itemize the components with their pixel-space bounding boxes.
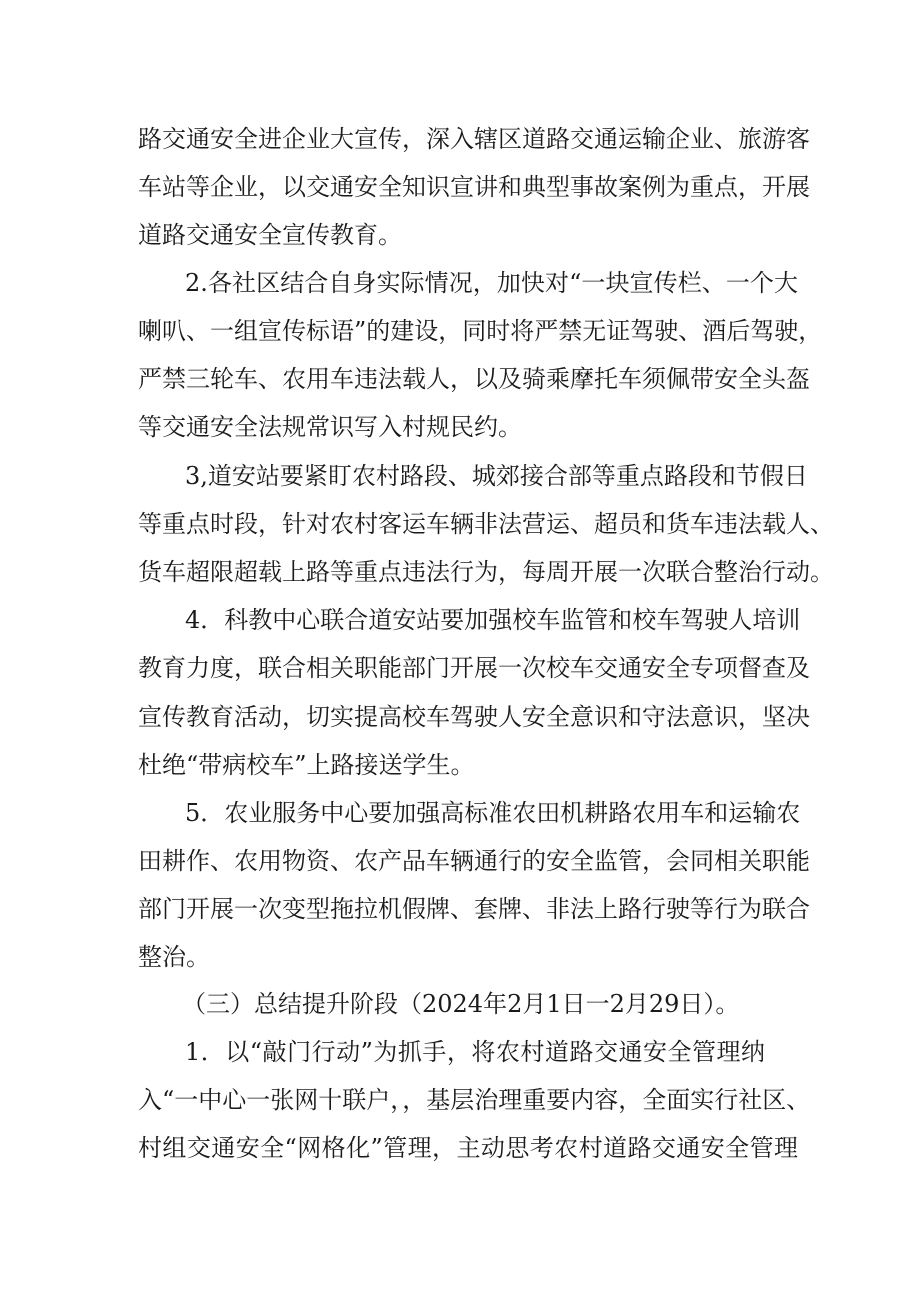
paragraph-first-line: 3,道安站要紧盯农村路段、城郊接合部等重点路段和节假日 xyxy=(185,462,808,490)
paragraph-first-line: 1．以“敲门行动”为抓手，将农村道路交通安全管理纳 xyxy=(185,1038,765,1066)
text-line: 严禁三轮车、农用车违法载人，以及骑乘摩托车须佩带安全头盔 xyxy=(138,365,810,393)
text-line: 等重点时段，针对农村客运车辆非法营运、超员和货车违法载人、 xyxy=(138,510,834,538)
text-line: 等交通安全法规常识写入村规民约。 xyxy=(138,413,522,441)
text-line: 村组交通安全“网格化”管理，主动思考农村道路交通安全管理 xyxy=(138,1134,798,1162)
text-line: 部门开展一次变型拖拉机假牌、套牌、非法上路行驶等行为联合 xyxy=(138,895,810,923)
text-line: 喇叭、一组宣传标语”的建设，同时将严禁无证驾驶、酒后驾驶， xyxy=(138,317,823,345)
paragraph-first-line: 4．科教中心联合道安站要加强校车监管和校车驾驶人培训 xyxy=(185,606,801,634)
text-line: 货车超限超载上路等重点违法行为，每周开展一次联合整治行动。 xyxy=(138,558,834,586)
paragraph-first-line: 2.各社区结合自身实际情况，加快对“一块宣传栏、一个大 xyxy=(185,269,798,297)
text-line: 宣传教育活动，切实提高校车驾驶人安全意识和守法意识，坚决 xyxy=(138,703,810,731)
section-heading: （三）总结提升阶段（2024年2月1日一2月29日）。 xyxy=(182,990,740,1018)
text-line: 车站等企业，以交通安全知识宣讲和典型事故案例为重点，开展 xyxy=(138,173,810,201)
text-line: 道路交通安全宣传教育。 xyxy=(138,221,402,249)
text-line: 整治。 xyxy=(138,943,210,971)
text-line: 路交通安全进企业大宣传，深入辖区道路交通运输企业、旅游客 xyxy=(138,125,810,153)
text-line: 杜绝“带病校车”上路接送学生。 xyxy=(138,751,475,779)
paragraph-first-line: 5．农业服务中心要加强高标准农田机耕路农用车和运输农 xyxy=(185,799,801,827)
text-line: 田耕作、农用物资、农产品车辆通行的安全监管，会同相关职能 xyxy=(138,847,810,875)
text-line: 入“一中心一张网十联户，，基层治理重要内容，全面实行社区、 xyxy=(138,1086,811,1114)
text-line: 教育力度，联合相关职能部门开展一次校车交通安全专项督查及 xyxy=(138,654,810,682)
